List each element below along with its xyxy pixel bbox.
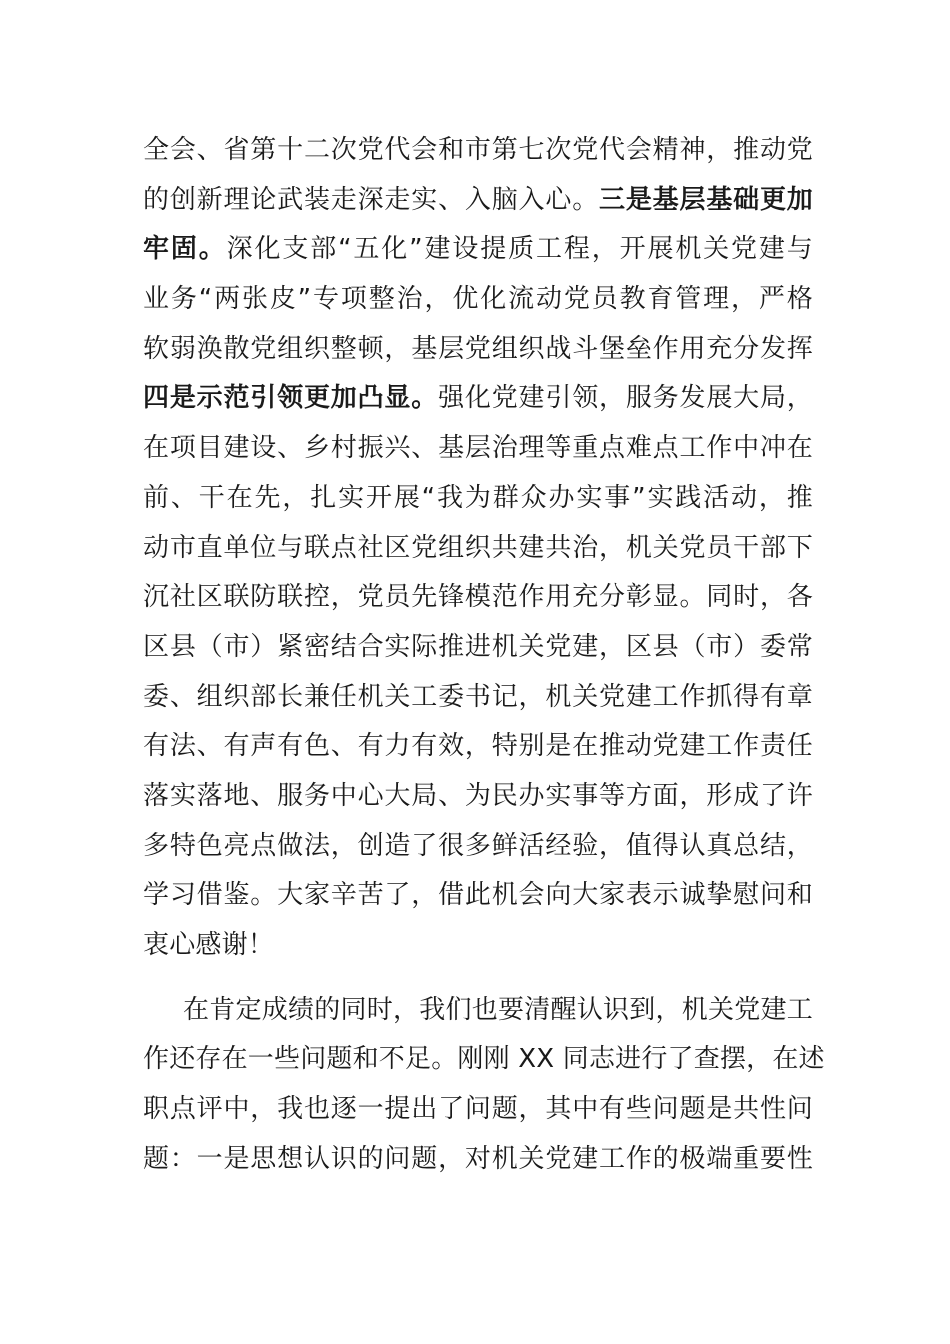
text-line bbox=[143, 822, 813, 872]
body-text-segment: 学习借鉴。大家辛苦了，借此机会向大家表示诚挚慰问和 bbox=[143, 880, 813, 911]
text-line bbox=[143, 176, 813, 226]
body-text-segment: 全会、省第十二次党代会和市第七次党代会精神，推动党 bbox=[143, 135, 813, 165]
body-text-segment: 职点评中，我也逐一提出了问题，其中有些问题是共性问 bbox=[143, 1094, 813, 1125]
paragraph-gap bbox=[143, 971, 813, 986]
body-text-segment: 衷心感谢！ bbox=[143, 930, 275, 960]
text-line bbox=[143, 1035, 825, 1085]
body-text-segment: 题：一是思想认识的问题，对机关党建工作的极端重要性 bbox=[143, 1143, 813, 1174]
text-line bbox=[143, 275, 813, 325]
text-line bbox=[143, 225, 813, 275]
body-text-segment: 强化党建引领，服务发展大局， bbox=[438, 383, 813, 414]
body-text-segment: 沉社区联防联控，党员先锋模范作用充分彰显。同时，各 bbox=[143, 582, 813, 613]
text-line bbox=[143, 673, 813, 723]
text-line bbox=[143, 722, 813, 772]
body-text-segment: 深化支部“五化”建设提质工程，开展机关党建与 bbox=[226, 234, 813, 265]
text-line bbox=[143, 424, 813, 474]
document-body bbox=[143, 126, 825, 1184]
body-text-segment: 软弱涣散党组织整顿，基层党组织战斗堡垒作用充分发挥 bbox=[143, 333, 813, 364]
body-text-segment: 在肯定成绩的同时，我们也要清醒认识到，机关党建工 bbox=[183, 994, 813, 1025]
text-line bbox=[143, 623, 813, 673]
text-line bbox=[143, 871, 813, 921]
body-text-segment: 动市直单位与联点社区党组织共建共治，机关党员干部下 bbox=[143, 532, 813, 563]
paragraph bbox=[143, 126, 813, 971]
bold-heading-text: 三是基层基础更加 bbox=[599, 184, 813, 215]
body-text-segment: 委、组织部长兼任机关工委书记，机关党建工作抓得有章 bbox=[143, 681, 813, 712]
body-text-segment: 区县（市）紧密结合实际推进机关党建，区县（市）委常 bbox=[143, 631, 813, 662]
bold-heading-text: 牢固。 bbox=[143, 234, 227, 265]
text-line bbox=[143, 1085, 813, 1135]
body-text-segment: 有法、有声有色、有力有效，特别是在推动党建工作责任 bbox=[143, 731, 813, 762]
body-text-segment: 前、干在先，扎实开展“我为群众办实事”实践活动，推 bbox=[143, 482, 813, 513]
body-text-segment: 作还存在一些问题和不足。刚刚 XX 同志进行了查摆，在述 bbox=[143, 1044, 825, 1075]
text-line bbox=[143, 573, 813, 623]
text-line bbox=[143, 524, 813, 574]
text-line bbox=[143, 474, 813, 524]
text-line bbox=[143, 986, 813, 1036]
body-text-segment: 的创新理论武装走深走实、入脑入心。 bbox=[143, 184, 600, 215]
body-text-segment: 在项目建设、乡村振兴、基层治理等重点难点工作中冲在 bbox=[143, 433, 813, 464]
text-line bbox=[143, 772, 813, 822]
bold-heading-text: 四是示范引领更加凸显。 bbox=[143, 383, 439, 414]
body-text-segment: 多特色亮点做法，创造了很多鲜活经验，值得认真总结， bbox=[143, 830, 813, 861]
text-line bbox=[143, 126, 813, 176]
text-line bbox=[143, 325, 813, 375]
text-line bbox=[143, 921, 813, 971]
paragraph bbox=[143, 986, 825, 1185]
text-line bbox=[143, 374, 813, 424]
body-text-segment: 落实落地、服务中心大局、为民办实事等方面，形成了许 bbox=[143, 780, 813, 811]
text-line bbox=[143, 1135, 813, 1185]
body-text-segment: 业务“两张皮”专项整治，优化流动党员教育管理，严格 bbox=[143, 284, 813, 315]
